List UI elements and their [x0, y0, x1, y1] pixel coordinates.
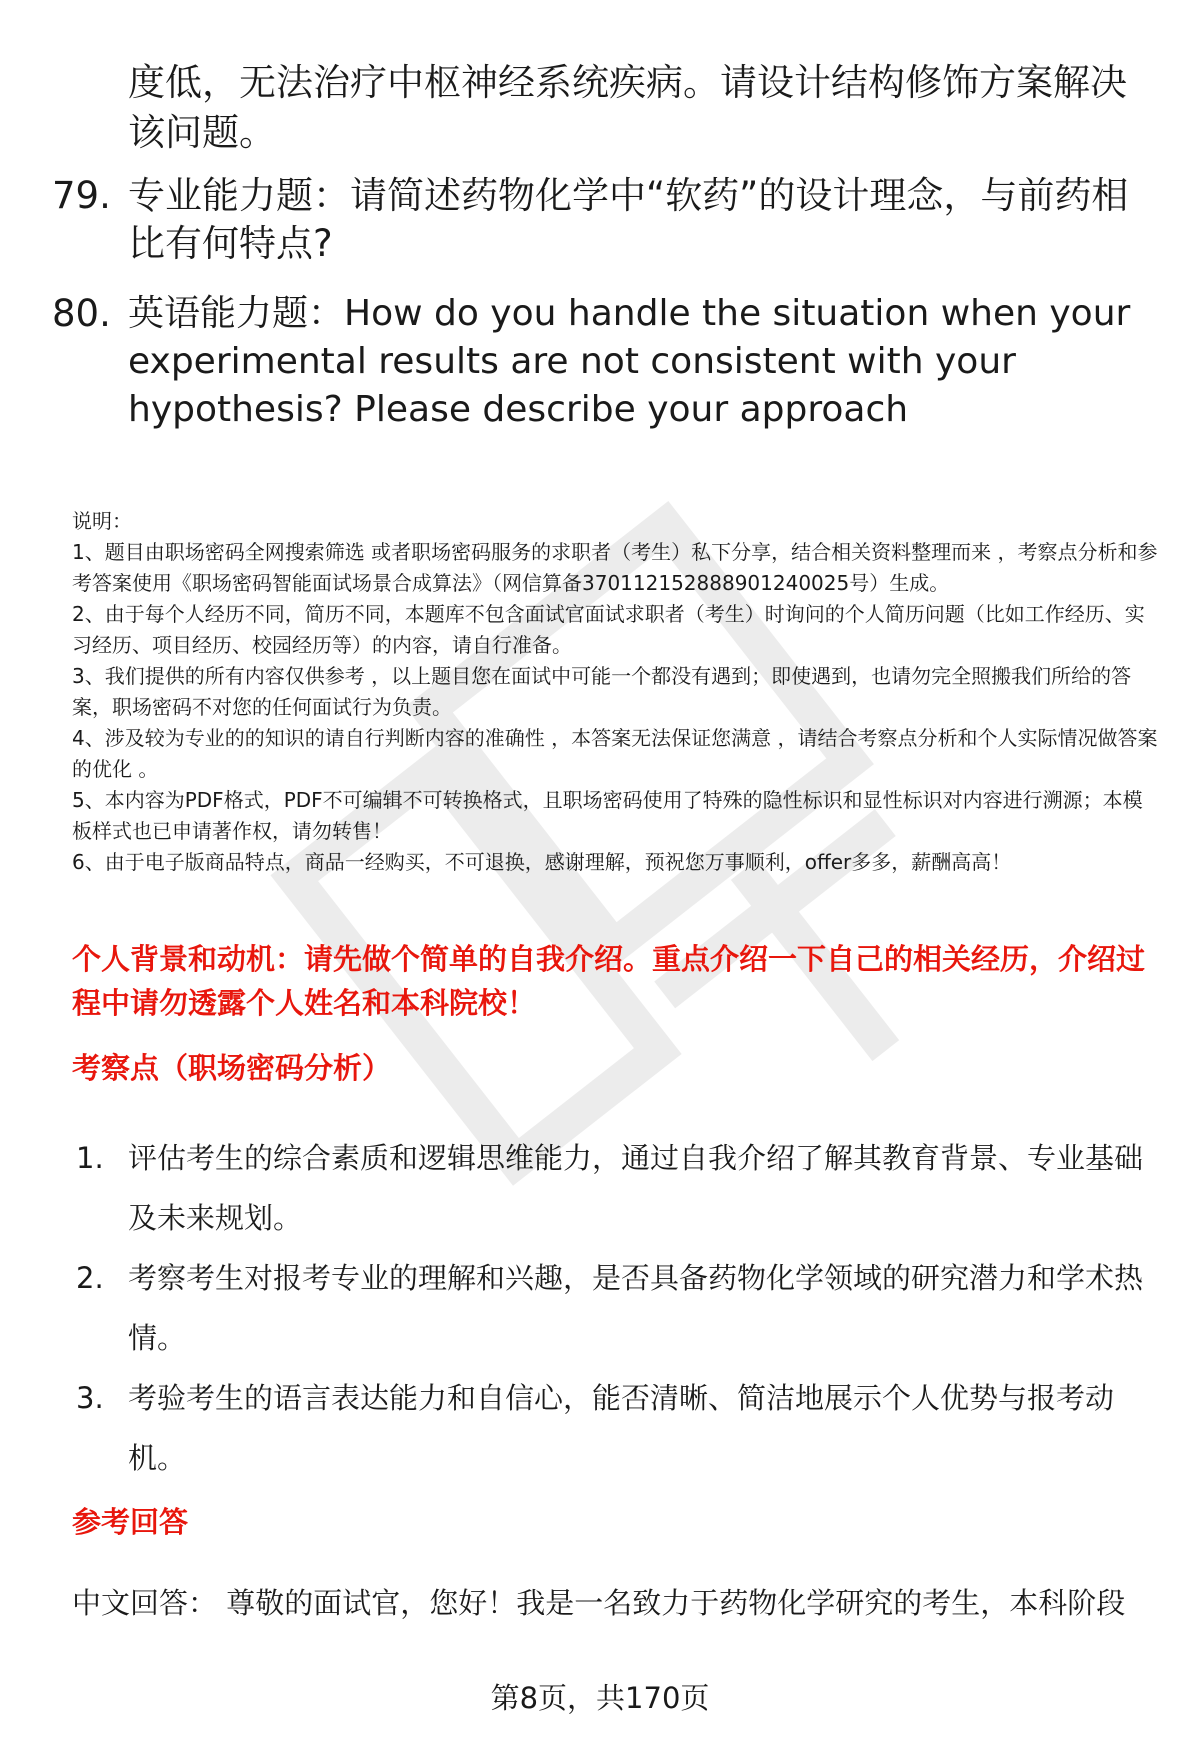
- analysis-point: [76, 1368, 1166, 1488]
- analysis-point: [76, 1248, 1166, 1368]
- reference-heading: 参考回答: [72, 1505, 189, 1539]
- note-item: 1、题目由职场密码全网搜索筛选 或者职场密码服务的求职者（考生）私下分享，结合相关资料整理而来 ，考察点分析和参考答案使用《职场密码智能面试场景合成算法》（网信算备370112152888901240025号）生成。: [72, 540, 1158, 595]
- analysis-point: [76, 1128, 1166, 1248]
- point-text: 考验考生的语言表达能力和自信心，能否清晰、简洁地展示个人优势与报考动机。: [128, 1381, 1115, 1475]
- question-number: 80.: [52, 292, 111, 335]
- point-number: 2.: [76, 1261, 104, 1295]
- point-number: 1.: [76, 1141, 104, 1175]
- page-number: 第8页，共170页: [490, 1681, 710, 1715]
- point-number: 3.: [76, 1381, 104, 1415]
- analysis-heading: 考察点（职场密码分析）: [72, 1051, 392, 1085]
- note-item: 5、本内容为PDF格式，PDF不可编辑不可转换格式，且职场密码使用了特殊的隐性标识和显性标识对内容进行溯源；本模板样式也已申请著作权，请勿转售！: [72, 788, 1143, 843]
- note-item: 3、我们提供的所有内容仅供参考 ，以上题目您在面试中可能一个都没有遇到；即使遇到，也请勿完全照搬我们所给的答案，职场密码不对您的任何面试行为负责。: [72, 664, 1132, 719]
- point-text: 评估考生的综合素质和逻辑思维能力，通过自我介绍了解其教育背景、专业基础及未来规划。: [128, 1141, 1144, 1235]
- disclaimer-notes: [72, 506, 1158, 878]
- reference-answer: 中文回答： 尊敬的面试官，您好！我是一名致力于药物化学研究的考生，本科阶段: [72, 1586, 1126, 1620]
- interview-prompt: 个人背景和动机：请先做个简单的自我介绍。重点介绍一下自己的相关经历，介绍过程中请勿透露个人姓名和本科院校！: [72, 942, 1146, 1020]
- notes-title: 说明：: [72, 509, 132, 533]
- question-text: 英语能力题：How do you handle the situation when your experimental results are not consistent with your hypothesis? Please describe your approach: [128, 293, 1131, 430]
- analysis-points: [76, 1128, 1166, 1488]
- question-text: 专业能力题：请简述药物化学中“软药”的设计理念，与前药相比有何特点?: [128, 174, 1129, 265]
- note-item: 6、由于电子版商品特点，商品一经购买，不可退换，感谢理解，预祝您万事顺利，offer多多，薪酬高高！: [72, 850, 1012, 874]
- question-number: 79.: [52, 174, 111, 217]
- note-item: 4、涉及较为专业的的知识的请自行判断内容的准确性 ，本答案无法保证您满意 ，请结合考察点分析和个人实际情况做答案的优化 。: [72, 726, 1158, 781]
- note-item: 2、由于每个人经历不同，简历不同，本题库不包含面试官面试求职者（考生）时询问的个人简历问题（比如工作经历、实习经历、项目经历、校园经历等）的内容，请自行准备。: [72, 602, 1145, 657]
- point-text: 考察考生对报考专业的理解和兴趣，是否具备药物化学领域的研究潜力和学术热情。: [128, 1261, 1144, 1355]
- question-78-continuation: 度低，无法治疗中枢神经系统疾病。请设计结构修饰方案解决该问题。: [128, 61, 1127, 154]
